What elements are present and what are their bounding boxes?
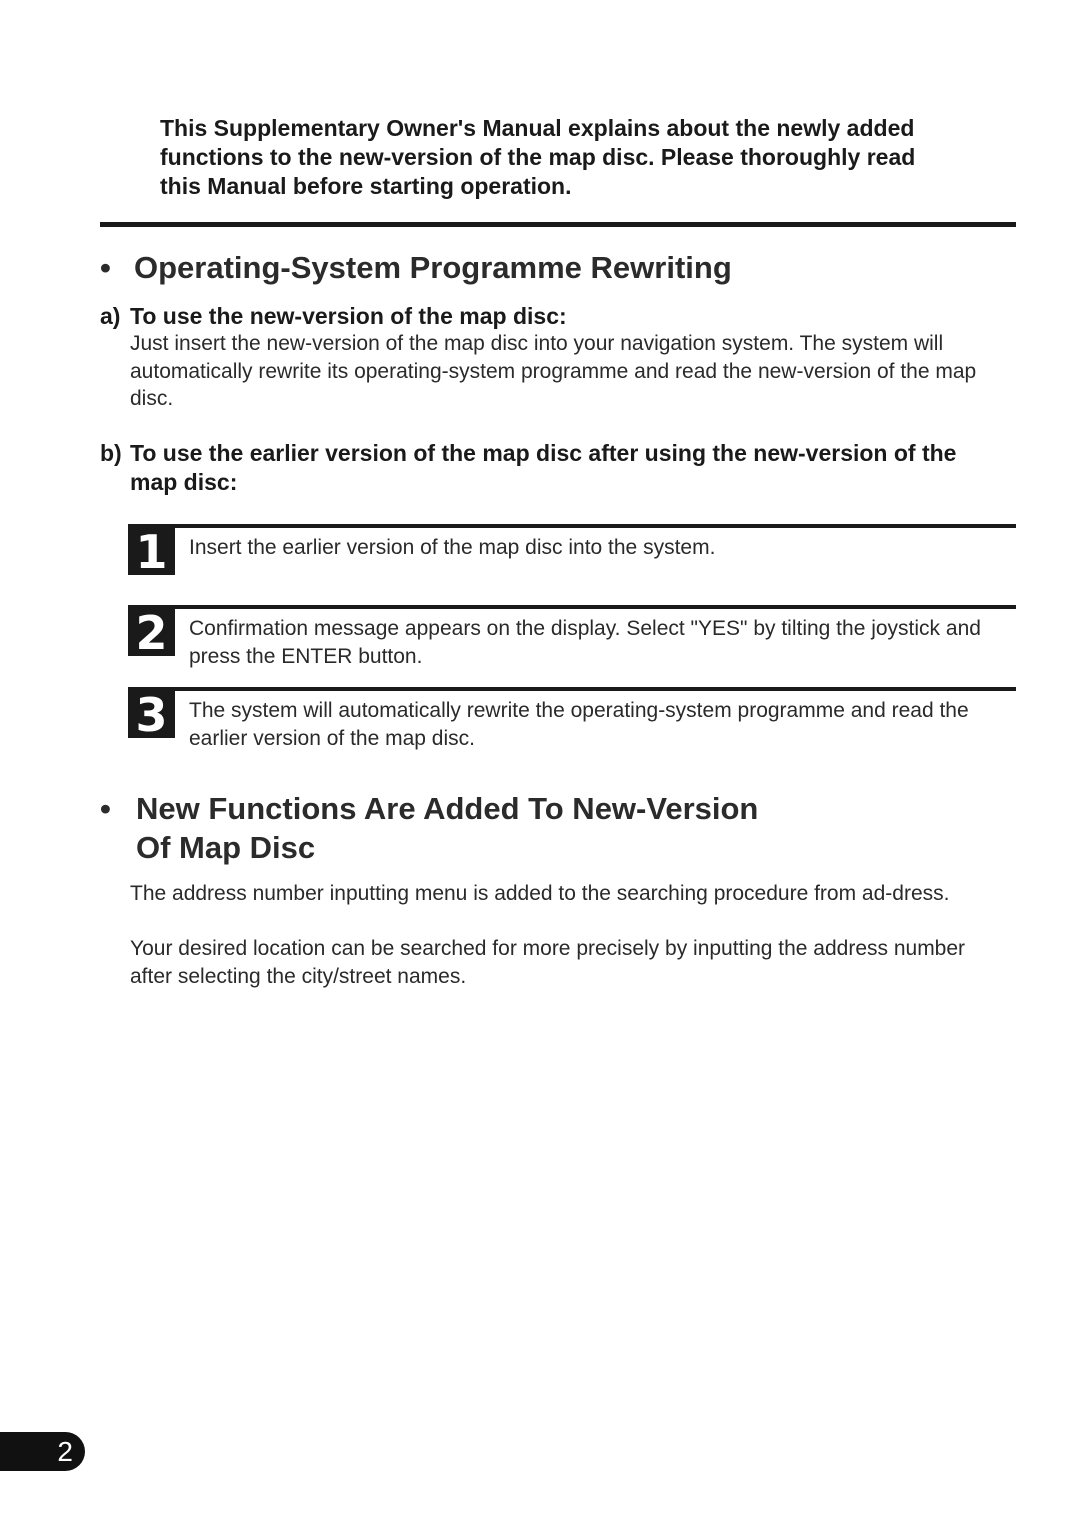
subheading-a-text: To use the new-version of the map disc: [130, 303, 567, 329]
heading-bullet: • [100, 250, 111, 285]
subheading-b-label: b) [100, 440, 122, 466]
paragraph-a: Just insert the new-version of the map disc into your navigation system. The system will automatically rewrite its operating-system programme and read the new-version of the map disc. [130, 332, 977, 410]
subheading-b [100, 439, 1000, 497]
heading-bullet: • [100, 791, 111, 826]
subheading-a-label: a) [100, 303, 121, 329]
step-rule [128, 524, 1016, 528]
step-text: The system will automatically rewrite the operating-system programme and read the earlier version of the map disc. [189, 699, 969, 750]
subheading-b-text: To use the earlier version of the map disc after using the new-version of the map disc: [130, 440, 957, 495]
step-rule [128, 605, 1016, 609]
page-number: 2 [57, 1436, 73, 1467]
step-text: Insert the earlier version of the map disc into the system. [189, 536, 716, 559]
step-rule [128, 687, 1016, 691]
heading-line-1: New Functions Are Added To New-Version [136, 791, 759, 826]
heading-line-2: Of Map Disc [136, 830, 316, 865]
step-number-badge: 1 [128, 524, 175, 575]
heading-text: Operating-System Programme Rewriting [134, 250, 732, 285]
step-number-badge: 2 [128, 605, 175, 656]
step-text: Confirmation message appears on the display. Select "YES" by tilting the joystick and press the ENTER button. [189, 617, 981, 668]
subheading-a [100, 302, 1000, 331]
section-heading-new-functions [100, 789, 758, 867]
section-heading-os-rewriting [100, 248, 732, 287]
header-divider [100, 222, 1016, 227]
heading-text [136, 789, 758, 867]
paragraph-new-functions-2: Your desired location can be searched for more precisely by inputting the address number after selecting the city/street names. [130, 937, 966, 988]
paragraph-new-functions-1: The address number inputting menu is added to the searching procedure from ad-dress. [130, 882, 950, 905]
intro-paragraph: This Supplementary Owner's Manual explains about the newly added functions to the new-version of the map disc. Please thoroughly read this Manual before starting operation. [160, 115, 916, 199]
step-number-badge: 3 [128, 687, 175, 738]
page-number-tab [0, 1432, 85, 1471]
